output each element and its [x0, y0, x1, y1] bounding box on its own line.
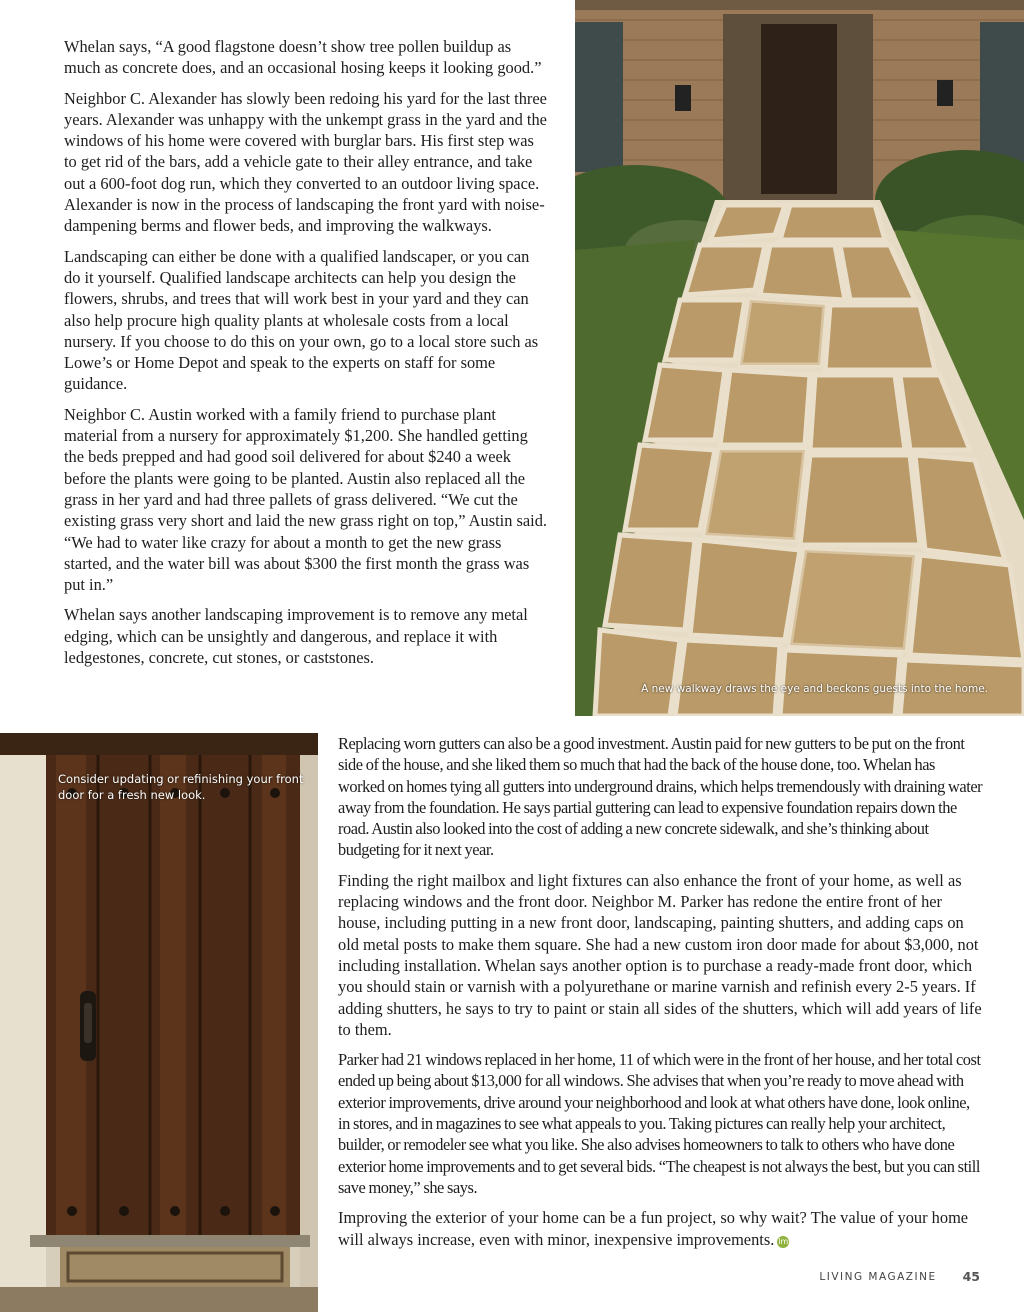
- walkway-photo: [575, 0, 1024, 716]
- walkway-illustration: [575, 0, 1024, 716]
- article-column-bottom: [338, 733, 983, 1259]
- magazine-name: LIVING MAGAZINE: [819, 1271, 937, 1283]
- article-paragraph: Replacing worn gutters can also be a good investment. Austin paid for new gutters to be put on the front side of the house, and she liked them so much that had the back of the house done, too. Whelan has worked on homes tying all gutters into underground drains, which helps tremendously with draining water away from the foundation. He says partial guttering can lead to expensive foundation repairs down the road. Austin also looked into the cost of adding a new concrete sidewalk, and she’s thinking about budgeting for it next year.: [338, 734, 983, 860]
- end-mark-icon: lm: [778, 1236, 789, 1246]
- door-photo: [0, 733, 318, 1312]
- article-paragraph: Neighbor C. Austin worked with a family friend to purchase plant material from a nursery for approximately $1,200. She handled getting the beds prepped and had good soil delivered for about $240 a week before the plants were going to be planted. Austin also replaced all the grass in her yard and had three pallets of grass delivered. “We cut the existing grass very short and laid the new grass right on top,” Austin said. “We had to water like crazy for about a month to get the new grass started, and the water bill was about $300 the first month the grass was put in.”: [64, 404, 547, 595]
- walkway-caption: A new walkway draws the eye and beckons guests into the home.: [641, 683, 988, 695]
- article-paragraph-final: [338, 1207, 983, 1250]
- article-paragraph: Landscaping can either be done with a qualified landscaper, or you can do it yourself. Qualified landscape architects can help you design the flowers, shrubs, and trees that will work best in your yard and they can also help procure high quality plants at wholesale costs from a local nursery. If you choose to do this on your own, go to a local store such as Lowe’s or Home Depot and speak to the experts on staff for some guidance.: [64, 246, 539, 394]
- article-paragraph: Whelan says another landscaping improvement is to remove any metal edging, which can be unsightly and dangerous, and replace it with ledgestones, concrete, cut stones, or caststones.: [64, 605, 528, 668]
- door-illustration: [0, 733, 318, 1312]
- door-caption: Consider updating or refinishing your front door for a fresh new look.: [58, 772, 304, 802]
- article-paragraph: Whelan says, “A good flagstone doesn’t show tree pollen buildup as much as concrete does, and an occasional hosing keeps it looking good.”: [64, 37, 542, 78]
- article-column-top: [64, 36, 548, 677]
- article-paragraph: Parker had 21 windows replaced in her home, 11 of which were in the front of her house, and her total cost ended up being about $13,000 for all windows. She advises that when you’re ready to move ahead with exterior improvements, drive around your neighborhood and look at what others have done, look online, in stores, and in magazines to see what appeals to you. Taking pictures can really help your architect, builder, or remodeler see what you like. She also advises homeowners to talk to others who have done exterior home improvements and to get several bids. “The cheapest is not always the best, but you can still save money,” she says.: [338, 1050, 981, 1197]
- article-paragraph-text: Improving the exterior of your home can be a fun project, so why wait? The value of your home will always increase, even with minor, inexpensive improvements.: [338, 1208, 969, 1249]
- article-paragraph: Neighbor C. Alexander has slowly been redoing his yard for the last three years. Alexander was unhappy with the unkempt grass in the yard and the windows of his home were covered with burglar bars. His first step was to get rid of the bars, add a vehicle gate to their alley entrance, and take out a 600-foot dog run, which they converted to an outdoor living space. Alexander is now in the process of landscaping the front yard with noise-dampening berms and flower beds, and improving the walkways.: [64, 88, 547, 236]
- article-paragraph: Finding the right mailbox and light fixtures can also enhance the front of your home, as well as replacing windows and the front door. Neighbor M. Parker has redone the entire front of her house, including putting in a new front door, landscaping, painting shutters, and adding caps on old metal posts to make them square. She had a new custom iron door made for about $3,000, not including installation. Whelan says another option is to purchase a ready-made front door, which you should stain or varnish with a polyurethane or marine varnish and refinish every 2-5 years. If adding shutters, he says to try to paint or stain all sides of the shutters, which will add years of life to them.: [338, 870, 982, 1039]
- page-number: 45: [962, 1269, 980, 1284]
- page-footer: [819, 1266, 980, 1285]
